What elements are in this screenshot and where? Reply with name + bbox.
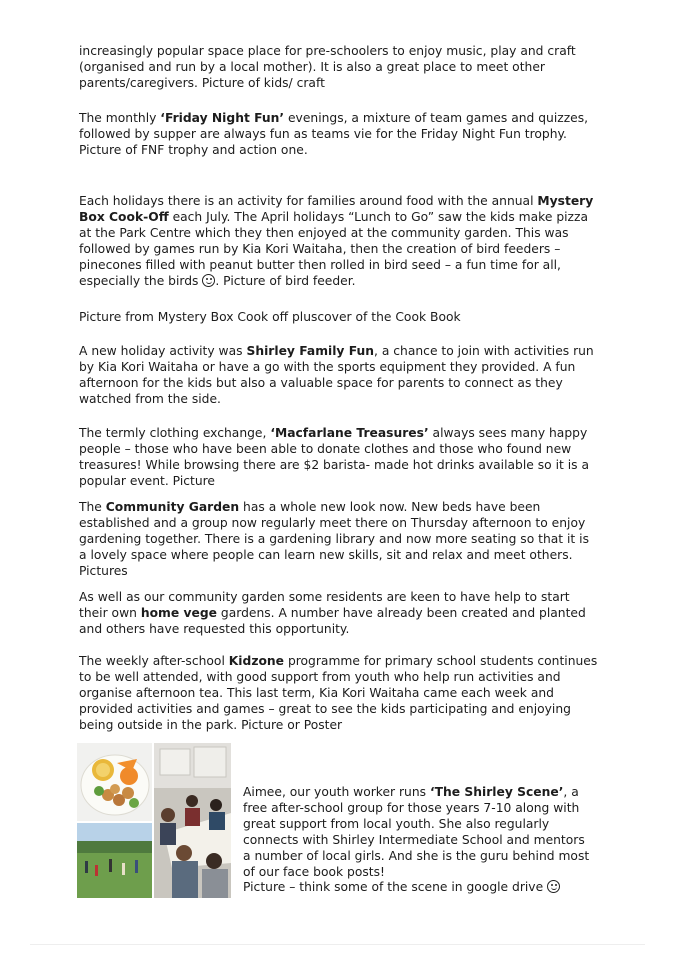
paragraph-playgroup: increasingly popular space place for pre-schoolers to enjoy music, play and craft (organised and run by a local mother). It is also a great place to meet other parents/caregivers. Picture of kids/ craft	[79, 44, 576, 90]
shirley-scene-title: ‘The Shirley Scene’	[429, 785, 564, 799]
paragraph-shirley-family-fun: A new holiday activity was Shirley Family Fun, a chance to join with activities run by Kia Kori Waitaha or have a go with the sports equipment they provided. A fun afternoon for the kids but also a valuable space for parents to connect as they watched from the side.	[79, 344, 594, 406]
smiley-icon	[202, 274, 215, 287]
smiley-icon	[547, 880, 560, 893]
paragraph-friday-night-fun: The monthly ‘Friday Night Fun’ evenings, a mixture of team games and quizzes, followed by supper are always fun as teams vie for the Friday Night Fun trophy. Picture of FNF trophy and action one.	[79, 111, 589, 157]
paragraph-mystery-box: Each holidays there is an activity for families around food with the annual Mystery Box Cook-Off each July. The April holidays “Lunch to Go” saw the kids make pizza at the Park Centre which they then enjoyed at the community garden. This was followed by games run by Kia Kori Waitaha, then the creation of bird feeders – pinecones filled with peanut butter then rolled in bird seed – a fun time for all, especially the birds . Picture of bird feeder.	[79, 194, 594, 288]
paragraph-cookbook-picture: Picture from Mystery Box Cook off pluscover of the Cook Book	[79, 310, 461, 324]
paragraph-home-vege: As well as our community garden some residents are keen to have help to start their own home vege gardens. A number have already been created and planted and others have requested this opportunity.	[79, 590, 586, 636]
group-activity-photo	[154, 743, 231, 898]
snack-plate-photo	[77, 743, 152, 821]
paragraph-macfarlane-treasures: The termly clothing exchange, ‘Macfarlane Treasures’ always sees many happy people – those who have been able to donate clothes and those who found new treasures! While browsing there are $2 barista- made hot drinks available so it is a popular event. Picture	[79, 426, 589, 488]
page-bottom-edge	[30, 944, 645, 945]
photo-collage	[77, 743, 231, 898]
kidzone-title: Kidzone	[228, 654, 285, 668]
paragraph-community-garden: The Community Garden has a whole new look now. New beds have been established and a group now regularly meet there on Thursday afternoon to enjoy gardening together. There is a gardening library and now more seating so that it is a lovely space where people can learn new skills, sit and relax and meet others. Pictures	[79, 500, 589, 578]
paragraph-shirley-scene: Aimee, our youth worker runs ‘The Shirley Scene’, a free after-school group for those years 7-10 along with great support from local youth. She also regularly connects with Shirley Intermediate School and mentors a number of local girls. And she is the guru behind most of our face book posts! Picture – think some of the scene in google drive	[243, 785, 590, 895]
paragraph-kidzone: The weekly after-school Kidzone programme for primary school students continues to be well attended, with good support from youth who help run activities and organise afternoon tea. This last term, Kia Kori Waitaha came each week and provided activities and games – great to see the kids participating and enjoying being outside in the park. Picture or Poster	[79, 654, 598, 732]
shirley-family-fun-title: Shirley Family Fun	[246, 344, 375, 358]
macfarlane-treasures-title: ‘Macfarlane Treasures’	[270, 426, 429, 440]
home-vege-title: home vege	[140, 605, 217, 620]
community-garden-title: Community Garden	[105, 500, 240, 514]
mystery-box-title: Mystery Box Cook-Off	[79, 194, 594, 224]
friday-night-fun-title: ‘Friday Night Fun’	[160, 111, 285, 125]
park-field-photo	[77, 823, 152, 898]
